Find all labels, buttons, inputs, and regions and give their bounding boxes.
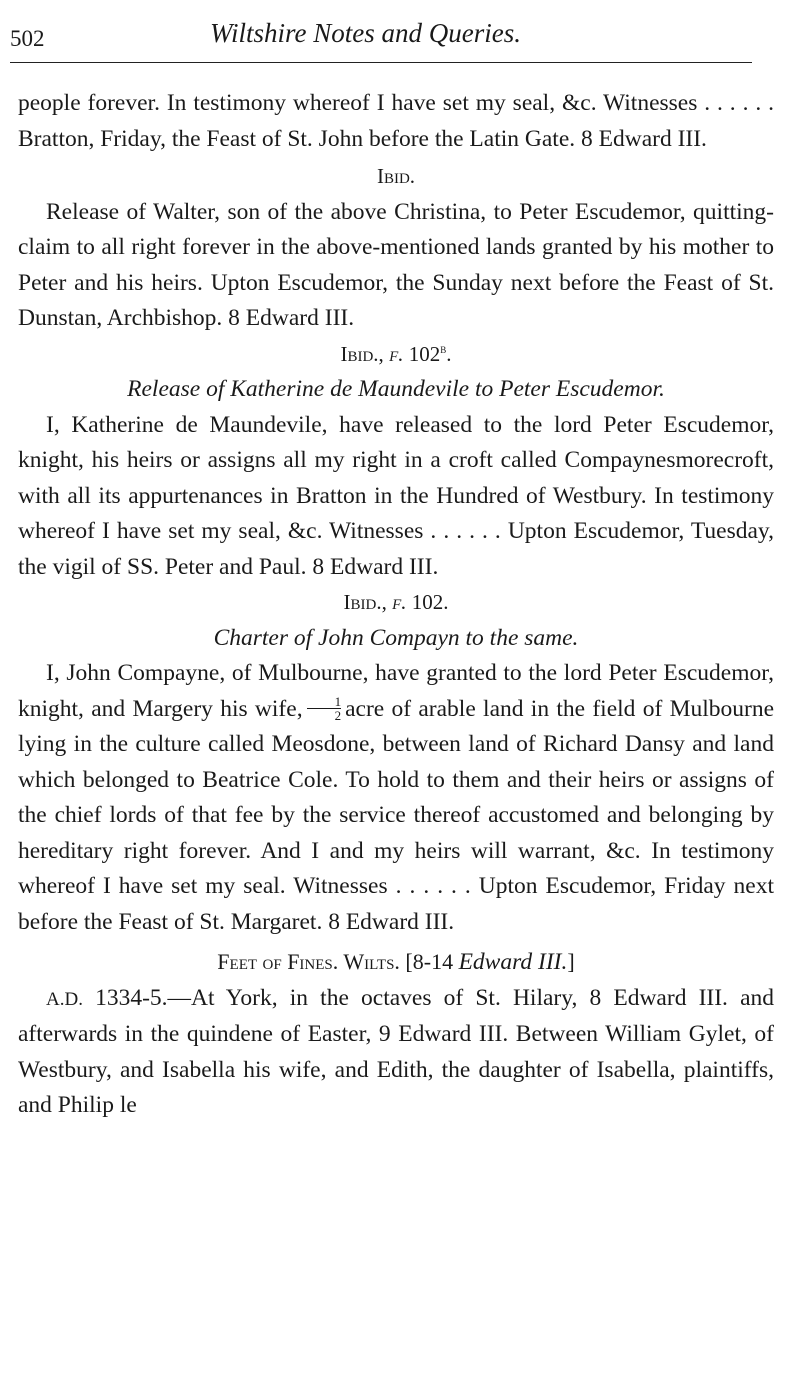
fraction-denominator: 2 (334, 707, 342, 723)
running-title: Wiltshire Notes and Queries. (210, 18, 521, 48)
page-body (18, 86, 774, 1124)
paragraph-2: Release of Walter, son of the above Christina, to Peter Escudemor, quitting-claim to all right forever in the above-mentioned lands granted by his mother to Peter and his heirs. Upton Escudemor, the Sunday next before the Feast of St. Dunstan, Archbishop. 8 Edward III. (18, 198, 774, 331)
fraction-numerator: 1 (307, 695, 342, 709)
subheading-charter-john: Charter of John Compayn to the same. (213, 624, 579, 651)
heading-feet-of-fines (18, 944, 774, 981)
heading-ibid-f102b (18, 337, 774, 373)
folio-number: 102 (408, 341, 441, 366)
header-rule (10, 62, 752, 63)
paragraph-1: people forever. In testimony whereof I have set my seal, &c. Witnesses . . . . . . Bratton, Friday, the Feast of St. John before the Latin Gate. 8 Edward III. (18, 90, 774, 152)
paragraph-5-text: 1334-5.—At York, in the octaves of St. Hilary, 8 Edward III. and afterwards in the quindene of Easter, 9 Edward III. Between William Gylet, of Westbury, and Isabella his wife, and Edith, the daughter of Isabella, plaintiffs, and Philip le (18, 984, 774, 1118)
half-fraction (307, 695, 342, 722)
folio-superscript: b (440, 340, 447, 356)
feet-of-fines-label: Feet of Fines. Wilts. [8-14 (217, 949, 454, 974)
page-header (10, 14, 780, 54)
heading-ibid-1: Ibid. (376, 164, 416, 188)
reign-range: Edward III. (458, 949, 568, 975)
bracket-close: ] (567, 949, 575, 974)
paragraph-4 (18, 656, 774, 940)
paragraph-4-part1: I, John Compayne, of Mulbourne, have granted to the lord Peter Escudemor, knight, and Margery his wife, (18, 660, 774, 722)
anno-domini: A.D. (46, 988, 83, 1010)
heading-ibid-f102 (18, 585, 774, 621)
heading-end: . (446, 341, 452, 366)
subheading-release-katherine: Release of Katherine de Maundevile to Peter Escudemor. (127, 376, 665, 402)
heading-ibid-label: Ibid., (340, 341, 384, 366)
paragraph-3: I, Katherine de Maundevile, have released to the lord Peter Escudemor, knight, his heirs or assigns all my right in a croft called Compaynesmorecroft, with all its appurtenances in Bratton in the Hundred of Westbury. In testimony whereof I have set my seal, &c. Witnesses . . . . . . Upton Escudemor, Tuesday, the vigil of SS. Peter and Paul. 8 Edward III. (18, 411, 774, 580)
folio-mark: f. (392, 590, 407, 614)
paragraph-5 (18, 981, 774, 1124)
paragraph-4-part2: acre of arable land in the field of Mulbourne lying in the culture called Meosdone, between land of Richard Dansy and land which belonged to Beatrice Cole. To hold to them and their heirs or assigns of the chief lords of that fee by the service thereof accustomed and belonging by hereditary right forever. And I and my heirs will warrant, &c. In testimony whereof I have set my seal. Witnesses . . . . . . Upton Escudemor, Friday next before the Feast of St. Margaret. 8 Edward III. (18, 695, 775, 935)
page-number: 502 (10, 26, 45, 51)
folio-mark: f. (389, 341, 404, 366)
folio-number: 102. (411, 590, 449, 614)
heading-ibid-label: Ibid., (343, 590, 387, 614)
